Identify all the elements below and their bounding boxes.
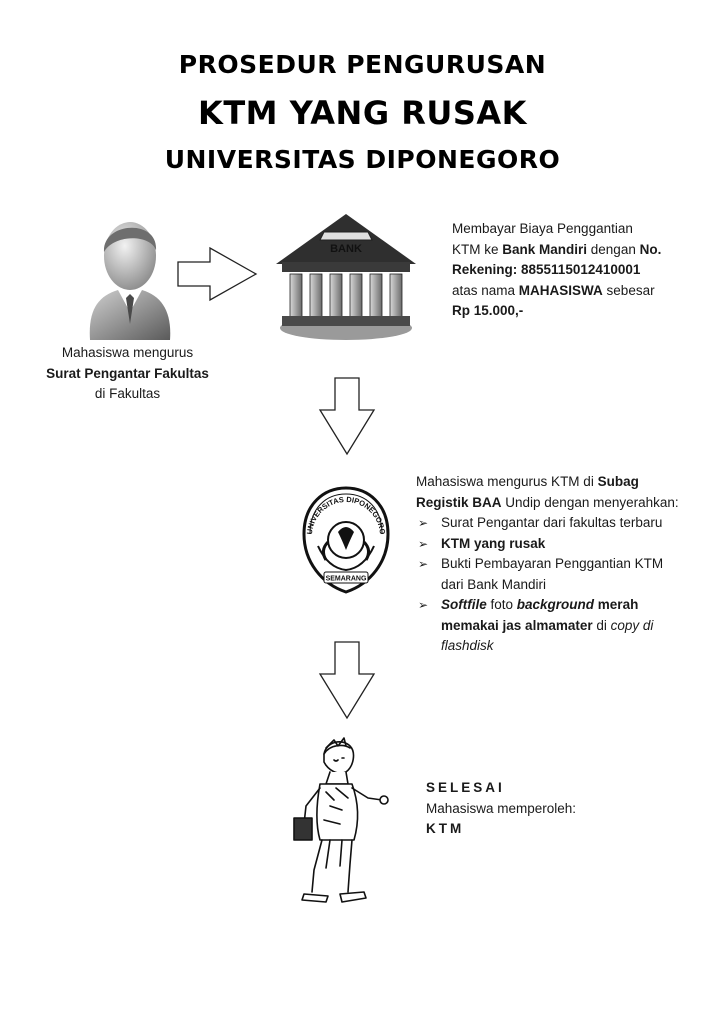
- bullet-arrow-icon: ➢: [418, 536, 429, 551]
- bullet-arrow-icon: ➢: [418, 598, 429, 612]
- step4-text: SELESAI Mahasiswa memperoleh: KTM: [426, 778, 686, 840]
- university-seal-icon: [298, 484, 394, 596]
- student-person-icon: [84, 212, 174, 340]
- bullet-arrow-icon: ➢: [418, 516, 429, 530]
- bank-sign-label: BANK: [330, 243, 362, 255]
- list-item: ➢ Surat Pengantar dari fakultas terbaru: [416, 513, 706, 534]
- list-item: ➢ KTM yang rusak: [416, 534, 706, 555]
- step1-text: Mahasiswa mengurus Surat Pengantar Fakultas di Fakultas: [46, 345, 209, 401]
- title-line-1: PROSEDUR PENGURUSAN: [178, 50, 547, 79]
- title-line-2: KTM YANG RUSAK: [198, 94, 527, 132]
- student-walking-icon: [290, 736, 400, 908]
- done-label: SELESAI: [426, 780, 505, 795]
- ktm-label: KTM: [426, 821, 465, 836]
- list-item: ➢ Bukti Pembayaran Penggantian KTM dari Bank Mandiri: [418, 556, 664, 592]
- seal-top-text: UNIVERSITAS DIPONEGORO: [304, 494, 388, 535]
- title-line-3: UNIVERSITAS DIPONEGORO: [164, 145, 561, 174]
- bank-icon: [268, 210, 418, 344]
- right-arrow-icon: [176, 246, 260, 302]
- down-arrow-icon: [318, 640, 376, 720]
- requirements-list: [416, 513, 706, 657]
- bullet-arrow-icon: ➢: [418, 557, 429, 571]
- step3-text: Mahasiswa mengurus KTM di Subag Registik BAA Undip dengan menyerahkan: ➢ Surat Pengantar dari fakultas terbaru ➢ KTM yang rusak ➢ Bukti Pembayaran Penggantian KTM dari Bank Mandiri ➢ Softfile foto background merah memakai jas almamater di copy di flashdisk: [416, 472, 706, 657]
- seal-bottom-text: SEMARANG: [325, 575, 367, 583]
- step2-text: Membayar Biaya Penggantian KTM ke Bank Mandiri dengan No. Rekening: 8855115012410001 atas nama MAHASISWA sebesar Rp 15.000,-: [452, 221, 662, 318]
- list-item: ➢ Softfile foto background merah memakai jas almamater di copy di flashdisk: [418, 597, 654, 653]
- down-arrow-icon: [318, 376, 376, 456]
